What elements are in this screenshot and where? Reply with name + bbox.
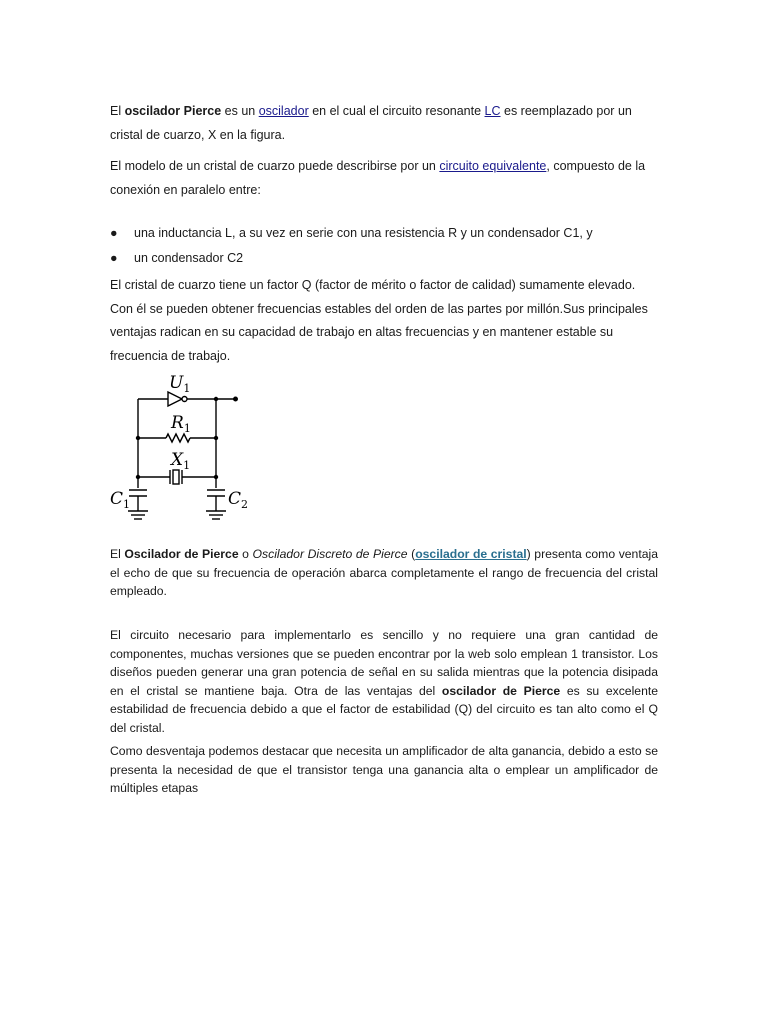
list-item — [110, 246, 670, 271]
intro-paragraph — [110, 100, 660, 147]
disadvantage-paragraph: Como desventaja podemos destacar que necesita un amplificador de alta ganancia, debido a esto se presenta la necesidad de que el transistor tenga una ganancia alta o emplear un amplificador de múltiples etapas — [110, 744, 658, 795]
link-lc[interactable]: LC — [484, 104, 501, 118]
components-list — [110, 221, 670, 271]
intro-text: El — [110, 104, 125, 118]
link-oscilador-de-cristal[interactable]: oscilador de cristal — [415, 547, 527, 561]
label-x1: $X_1$ — [171, 450, 191, 472]
pierce-bold-term: Oscilador de Pierce — [124, 547, 239, 561]
intro-text: es reemplazado por un cristal de cuarzo, X en la figura. — [110, 104, 632, 142]
circuit-needed-text: El circuito necesario para implementarlo es sencillo y no requiere una gran cantidad de componentes, muchas versiones que se pueden encontrar por la web solo emplean 1 transistor. Los diseños pueden generar una gran potencia de señal en su salida mientras que la potencia disipada en el cristal se mantiene baja. Otra de las ventajas del — [110, 628, 658, 698]
circuit-needed-text: es su excelente estabilidad de frecuencia debido a que el factor de estabilidad (Q) del circuito es tan alto como el Q del cristal. — [110, 683, 659, 735]
model-text: , compuesto de la conexión en paralelo entre: — [110, 159, 646, 197]
resistor-icon — [166, 434, 190, 442]
output-terminal-icon — [234, 397, 238, 401]
intro-bold-term: oscilador Pierce — [124, 104, 222, 118]
model-text: El modelo de un cristal de cuarzo puede describirse por un — [110, 159, 440, 173]
list-item-text: un condensador C2 — [134, 251, 244, 265]
list-item-text: una inductancia L, a su vez en serie con una resistencia R y un condensador C1, y — [134, 226, 593, 240]
label-c1: $C_1$ — [110, 489, 131, 511]
pierce-italic-term: Oscilador Discreto de Pierce — [252, 547, 408, 561]
label-r1: $R_1$ — [171, 413, 191, 435]
link-circuito-equivalente[interactable]: circuito equivalente — [439, 159, 547, 173]
label-u1: $U_1$ — [169, 373, 191, 395]
pierce-circuit-diagram — [104, 368, 264, 528]
bullet-icon: ● — [110, 251, 118, 265]
circuit-needed-paragraph — [110, 626, 658, 737]
pierce-text: o — [238, 547, 253, 561]
circuit-needed-bold-term: oscilador de Pierce — [441, 683, 561, 698]
inverter-icon — [168, 392, 182, 406]
pierce-text: ) presenta como ventaja el echo de que su frecuencia de operación abarca completamente el rango de frecuencia del cristal empleado. — [110, 547, 658, 598]
intro-text: en el cual el circuito resonante — [308, 104, 485, 118]
crystal-icon — [173, 470, 179, 484]
pierce-text: El — [110, 547, 125, 561]
link-oscilador[interactable]: oscilador — [258, 104, 309, 118]
bullet-icon: ● — [110, 226, 118, 240]
intro-text: es un — [221, 104, 259, 118]
pierce-text: ( — [407, 547, 416, 561]
quality-paragraph: El cristal de cuarzo tiene un factor Q (factor de mérito o factor de calidad) sumamente elevado. Con él se pueden obtener frecuencias estables del orden de las partes por millón.Sus principales ventajas radican en su capacidad de trabajo en altas frecuencias y en mantener estable su frecuencia de trabajo. — [110, 278, 648, 363]
list-item — [110, 221, 670, 246]
model-paragraph — [110, 155, 660, 202]
label-c2: $C_2$ — [228, 489, 249, 511]
pierce-intro-paragraph — [110, 545, 658, 601]
